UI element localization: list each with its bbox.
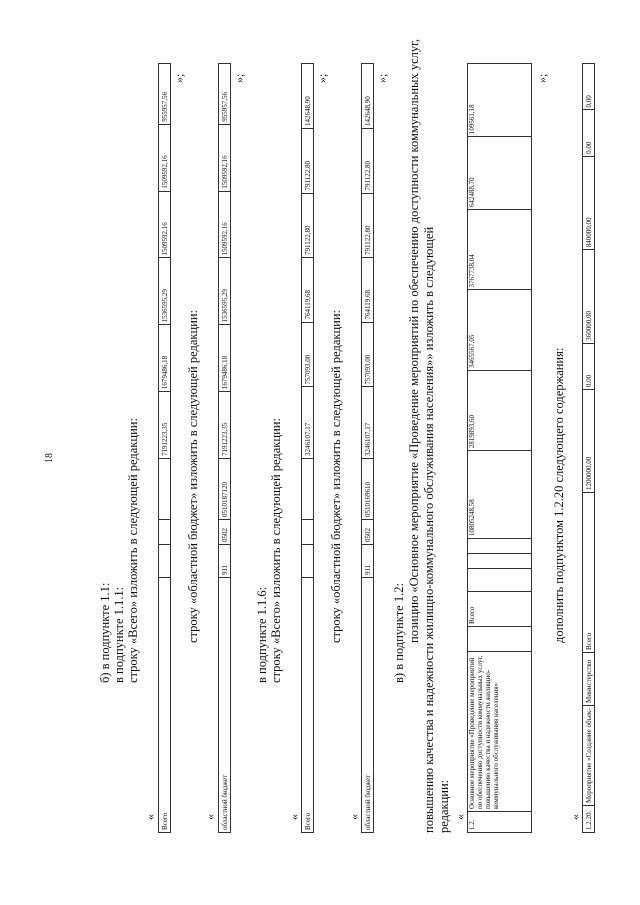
code-grbs: 911 xyxy=(219,545,231,578)
executor: Министерство xyxy=(583,653,595,706)
close-quote: »; xyxy=(315,73,329,83)
row-label: Всего xyxy=(159,578,171,833)
para-116: в подпункте 1.1.6: xyxy=(255,586,269,683)
table-total-1 xyxy=(158,63,171,833)
open-quote: « xyxy=(287,814,301,820)
para-b1: в подпункте 1.1.1: xyxy=(112,586,126,683)
code-csr: 0510169610 xyxy=(362,459,374,520)
row-label: Всего xyxy=(583,493,595,653)
cell: 1200000,00 xyxy=(583,390,595,493)
open-quote: « xyxy=(347,814,361,820)
cell: 142648,90 xyxy=(302,64,314,129)
row-label: Всего xyxy=(468,592,532,627)
row-label: областной бюджет xyxy=(362,578,374,833)
cell: 955957,56 xyxy=(219,64,231,125)
cell: 791122,80 xyxy=(362,129,374,194)
cell: 1509592,16 xyxy=(219,191,231,258)
table-item-1-2-20 xyxy=(582,63,595,833)
open-quote: « xyxy=(143,814,157,820)
cell: 791122,80 xyxy=(362,193,374,258)
cell: 109561,18 xyxy=(468,64,532,137)
page-number: 18 xyxy=(44,453,55,463)
item-number: 1.2. xyxy=(468,812,532,833)
cell: 142648,90 xyxy=(362,64,374,129)
code-rzpr: 0502 xyxy=(219,520,231,545)
cell: 3465567,05 xyxy=(468,290,532,370)
item-name: Основное мероприятие «Проведение мероприятий по обеспечению доступности коммунальных услуг, повышению качества и надежности жилищно-коммунального обслуживания населения» xyxy=(468,652,532,812)
cell: 840000,00 xyxy=(583,156,595,249)
cell: 791122,80 xyxy=(302,129,314,194)
cell: 1536595,29 xyxy=(159,258,171,325)
table-regional-2 xyxy=(361,63,374,833)
cell: 0,00 xyxy=(583,110,595,156)
cell: 1509592,16 xyxy=(159,191,171,258)
cell: 7191223,35 xyxy=(219,392,231,459)
item-name: Мероприятие «Создание объек- xyxy=(583,706,595,806)
code-grbs: 911 xyxy=(362,545,374,578)
para-b2: строку «Всего» изложить в следующей редакции: xyxy=(126,418,140,683)
cell: 0,00 xyxy=(583,64,595,110)
cell: 0,00 xyxy=(583,343,595,389)
cell: 1679486,18 xyxy=(219,325,231,392)
table-total-2 xyxy=(301,63,314,833)
item-number: 1.2.20. xyxy=(583,806,595,833)
cell: 3246107,17 xyxy=(362,387,374,459)
cell: 360000,00 xyxy=(583,250,595,343)
para-b: б) в подпункте 1.1: xyxy=(98,582,112,683)
open-quote: « xyxy=(203,814,217,820)
para-add: дополнить подпунктом 1.2.20 следующего содержания: xyxy=(552,347,566,643)
para-ob1: строку «областной бюджет» изложить в следующей редакции: xyxy=(186,309,200,643)
close-quote: »; xyxy=(172,73,186,83)
close-quote: »; xyxy=(232,73,246,83)
para-v: в) в подпункте 1.2: xyxy=(392,583,406,683)
cell: 757093,00 xyxy=(302,322,314,387)
cell: 2819893,60 xyxy=(468,370,532,450)
cell: 10805248,58 xyxy=(468,451,532,539)
row-label: Всего xyxy=(302,578,314,833)
row-label: областной бюджет xyxy=(219,578,231,833)
cell: 757093,00 xyxy=(362,322,374,387)
open-quote: « xyxy=(453,814,467,820)
para-position-3: редакции: xyxy=(437,779,451,833)
close-quote: »; xyxy=(375,73,389,83)
cell: 764119,68 xyxy=(302,258,314,323)
table-regional-1 xyxy=(218,63,231,833)
cell: 7191223,35 xyxy=(159,392,171,459)
cell: 791122,80 xyxy=(302,193,314,258)
cell: 1509592,16 xyxy=(219,124,231,191)
para-116b: строку «Всего» изложить в следующей редакции: xyxy=(269,418,283,683)
para-position-2: повышению качества и надежности жилищно-коммунального обслуживания населения»» изложить в следующей xyxy=(422,226,436,833)
code-csr: 0510187120 xyxy=(219,459,231,520)
cell: 1536595,29 xyxy=(219,258,231,325)
cell: 764119,68 xyxy=(362,258,374,323)
cell: 1679486,18 xyxy=(159,325,171,392)
para-position-1: позицию «Основное мероприятие «Проведение мероприятий по обеспечению доступности коммунальных услуг, xyxy=(407,39,421,643)
cell: 3767738,04 xyxy=(468,210,532,290)
code-rzpr: 0502 xyxy=(362,520,374,545)
cell: 1509592,16 xyxy=(159,124,171,191)
cell: 642488,70 xyxy=(468,137,532,210)
para-ob2: строку «областной бюджет» изложить в следующей редакции: xyxy=(329,309,343,643)
close-quote: »; xyxy=(535,73,549,83)
open-quote: « xyxy=(568,814,582,820)
table-item-1-2 xyxy=(467,63,532,833)
cell: 3246107,17 xyxy=(302,387,314,459)
cell: 955957,56 xyxy=(159,64,171,125)
